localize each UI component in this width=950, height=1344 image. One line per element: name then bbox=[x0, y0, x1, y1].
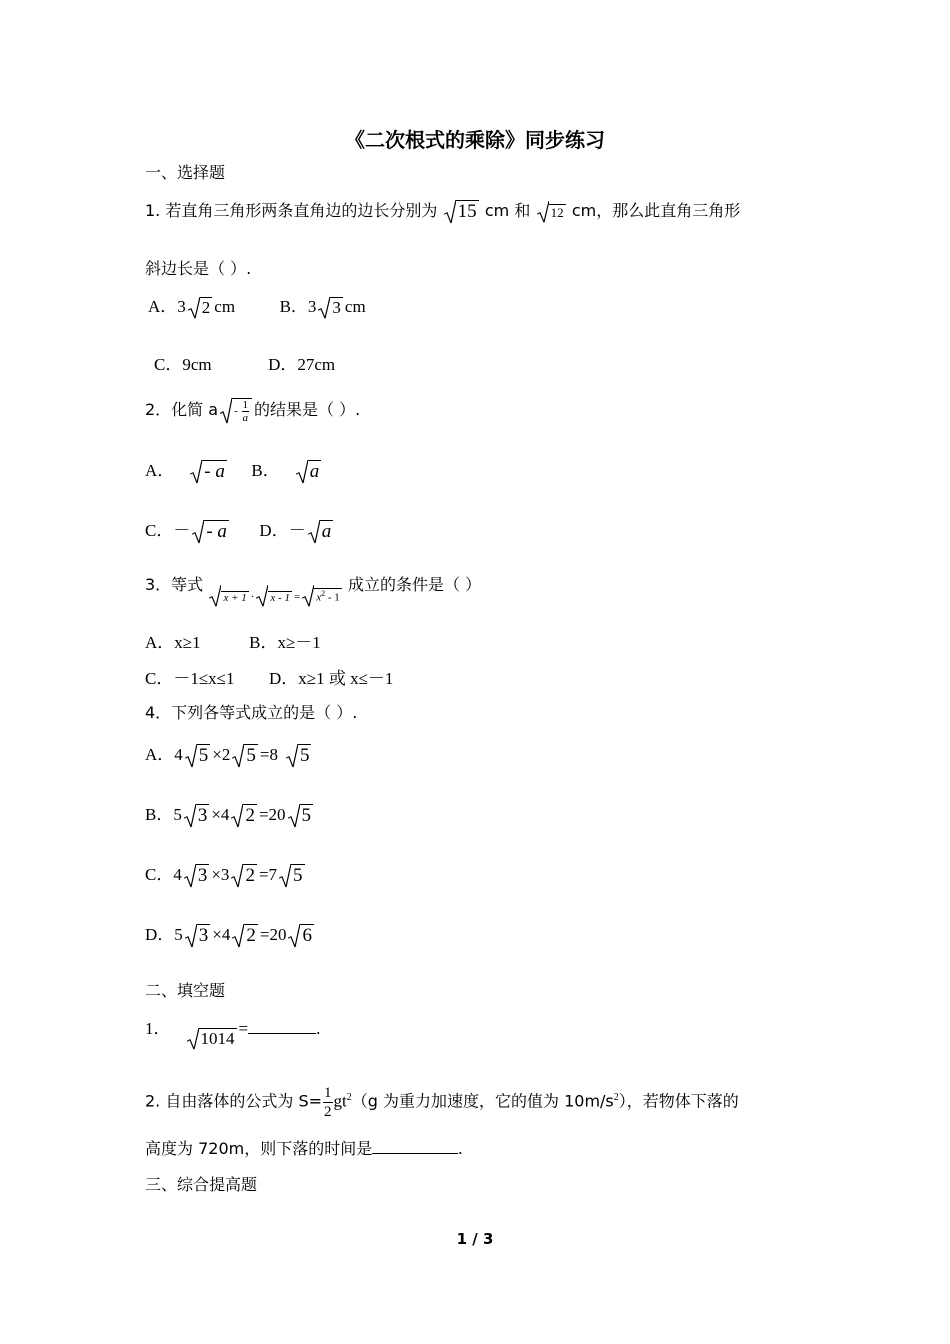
radical: 15 bbox=[444, 200, 479, 224]
fill-question-2-line-2: 高度为 720m，则下落的时间是 . bbox=[145, 1139, 463, 1158]
question-4-option-a: A．4 5 ×2 5 =8 5 bbox=[145, 745, 310, 767]
radical: x - 1 bbox=[256, 585, 292, 607]
radical: 5 bbox=[279, 864, 305, 888]
fill-question-1: 1． 1014= . bbox=[145, 1019, 321, 1048]
radical: 3 bbox=[184, 804, 210, 828]
question-2-options-cd: C．－ - a D．－ a bbox=[145, 521, 332, 543]
radical: 2 bbox=[188, 297, 213, 319]
page-number: 1 / 3 bbox=[456, 1230, 494, 1248]
radical: 6 bbox=[288, 924, 314, 948]
page-title: 《二次根式的乘除》同步练习 bbox=[345, 128, 605, 152]
question-3-options-ab: A．x≥1 B．x≥－1 bbox=[145, 633, 321, 652]
radical: - a bbox=[190, 460, 227, 484]
question-1-line-1: 1. 若直角三角形两条直角边的边长分别为 15 cm 和 12 cm，那么此直角三角形 bbox=[145, 201, 741, 223]
radical: 2 bbox=[232, 924, 258, 948]
answer-blank[interactable] bbox=[248, 1033, 316, 1034]
section-heading-choice: 一、选择题 bbox=[145, 163, 226, 182]
radical: a bbox=[296, 460, 322, 484]
question-1-options-cd: C．9cm D．27cm bbox=[154, 355, 336, 374]
question-4-option-d: D．5 3 ×4 2 =20 6 bbox=[145, 925, 312, 947]
question-4-option-b: B．5 3 ×4 2 =20 5 bbox=[145, 805, 312, 827]
radical: 2 bbox=[231, 804, 257, 828]
section-heading-comprehensive: 三、综合提高题 bbox=[145, 1175, 258, 1194]
section-heading-fill: 二、填空题 bbox=[145, 981, 226, 1000]
radical: a bbox=[308, 520, 334, 544]
question-2-options-ab: A． - a B． a bbox=[145, 461, 320, 483]
radical: 12 bbox=[537, 201, 566, 223]
question-4-option-c: C．4 3 ×3 2 =7 5 bbox=[145, 865, 303, 887]
question-2: 2．化简 a - $\frac{1}{a}$ 的结果是（ ）. bbox=[145, 399, 361, 424]
radical: 3 bbox=[184, 864, 210, 888]
radical: 3 bbox=[318, 297, 343, 319]
radical: 5 bbox=[286, 744, 312, 768]
radical: 2 bbox=[231, 864, 257, 888]
radical: 1014 bbox=[187, 1028, 237, 1050]
radical: 5 bbox=[288, 804, 314, 828]
question-1-options-ab: A．3 2 cm B．3 3 cm bbox=[148, 297, 366, 318]
radical: $x^2 - 1$ bbox=[302, 585, 342, 607]
question-3: 3．等式 x + 1 · x - 1 = $x^2 - 1$ 成立的条件是（ ） bbox=[145, 574, 481, 608]
radical: x + 1 bbox=[209, 585, 248, 607]
answer-blank[interactable] bbox=[372, 1153, 458, 1154]
radical: 3 bbox=[185, 924, 211, 948]
radical: - a bbox=[192, 520, 229, 544]
question-1-line-2: 斜边长是（ ）. bbox=[145, 259, 252, 278]
question-3-options-cd: C．－1≤x≤1 D．x≥1 或 x≤－1 bbox=[145, 669, 394, 688]
fill-question-2-line-1: 2. 自由落体的公式为 S= $\frac{1}{2}$ $gt^2(g$ 为重力加速度，它的值为 $10m/s^2$），若物体下落的 bbox=[145, 1085, 739, 1120]
radical: - $\frac{1}{a}$ bbox=[220, 398, 252, 424]
question-4: 4．下列各等式成立的是（ ）. bbox=[145, 703, 358, 722]
radical: 5 bbox=[232, 744, 258, 768]
radical: 5 bbox=[185, 744, 211, 768]
